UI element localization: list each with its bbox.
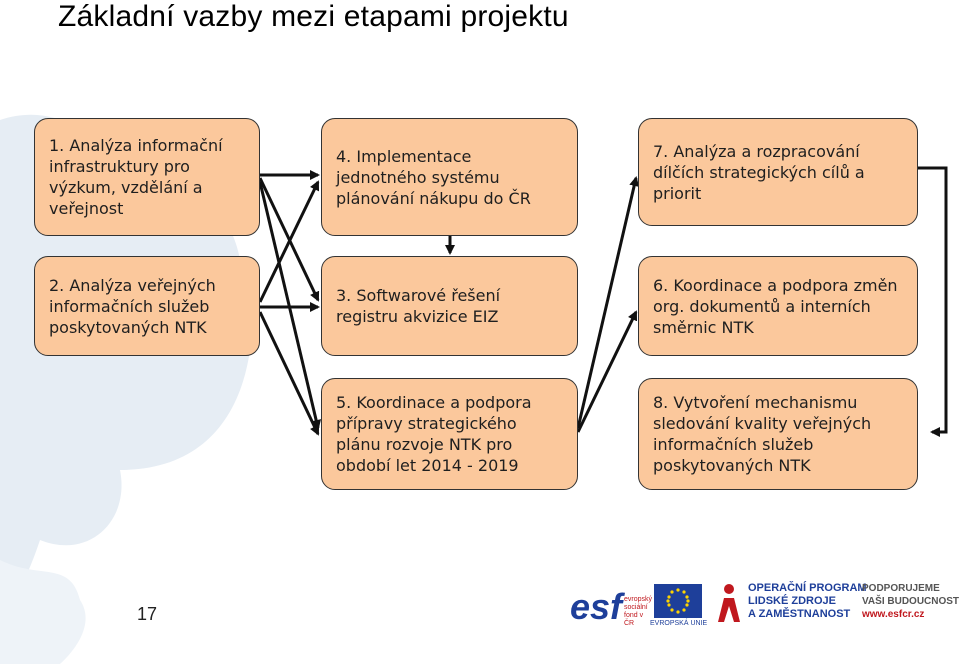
op-figure-icon	[714, 582, 744, 624]
eu-flag-icon	[654, 584, 702, 618]
support-text	[862, 582, 959, 621]
page-title: Základní vazby mezi etapami projektu	[58, 0, 569, 33]
support-url: www.esfcr.cz	[862, 609, 925, 620]
stage-box-7	[638, 118, 918, 226]
stage-box-4	[321, 118, 578, 236]
stage-box-7-label: 7. Analýza a rozpracování dílčích strategických cílů a priorit	[653, 141, 865, 203]
support-line-1: PODPORUJEME	[862, 583, 940, 594]
arrow-7-to-8	[918, 168, 946, 432]
arrow-5-to-7	[578, 178, 636, 428]
arrow-5-to-6	[578, 312, 636, 432]
stage-box-2-label: 2. Analýza veřejných informačních služeb poskytovaných NTK	[49, 275, 216, 337]
stage-box-5	[321, 378, 578, 490]
op-line-2: LIDSKÉ ZDROJE	[748, 595, 837, 607]
op-line-3: A ZAMĚSTNANOST	[748, 608, 851, 620]
stage-box-8	[638, 378, 918, 490]
op-line-1: OPERAČNÍ PROGRAM	[748, 582, 867, 594]
stage-box-3	[321, 256, 578, 356]
stage-box-4-label: 4. Implementace jednotného systému plánování nákupu do ČR	[336, 146, 531, 208]
stage-box-6-label: 6. Koordinace a podpora změn org. dokumentů a interních směrnic NTK	[653, 275, 898, 337]
esf-caption: evropský sociální fond v ČR	[624, 596, 653, 627]
arrow-2-to-5	[260, 312, 318, 434]
stage-box-1-label: 1. Analýza informační infrastruktury pro výzkum, vzdělání a veřejnost	[49, 136, 223, 218]
arrow-1-to-5	[260, 182, 318, 428]
footer-logos	[566, 578, 960, 664]
op-program-text	[748, 582, 867, 621]
stage-box-1	[34, 118, 260, 236]
eu-caption: EVROPSKÁ UNIE	[650, 620, 708, 627]
page-number: 17	[137, 604, 158, 624]
stage-box-6	[638, 256, 918, 356]
stage-box-5-label: 5. Koordinace a podpora přípravy strategického plánu rozvoje NTK pro období let 2014 - 2019	[336, 393, 532, 475]
stage-box-2	[34, 256, 260, 356]
esf-logo: esf	[570, 586, 623, 627]
support-line-2: VAŠI BUDOUCNOST	[862, 596, 960, 607]
stage-box-8-label: 8. Vytvoření mechanismu sledování kvality veřejných informačních služeb poskytovaných NTK	[653, 393, 872, 475]
stage-box-3-label: 3. Softwarové řešení registru akvizice EIZ	[336, 286, 501, 326]
